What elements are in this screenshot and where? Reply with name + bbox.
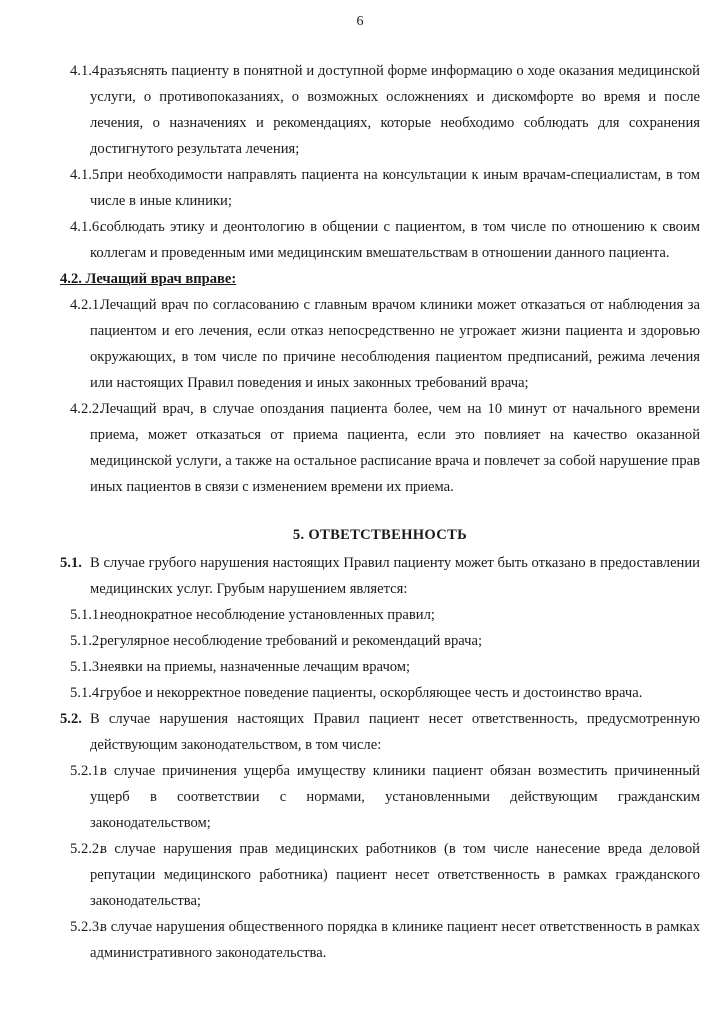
clause-text: в случае причинения ущерба имуществу клиники пациент обязан возместить причиненный ущерб в соответствии с нормами, установленными действующим гражданским законодательством; [90,763,700,831]
clause-5-1-2 [60,628,700,654]
document-body [60,58,700,966]
clause-text: Лечащий врач по согласованию с главным врачом клиники может отказаться от наблюдения за пациентом и его лечения, если отказ непосредственно не угрожает жизни пациента и здоровью окружающих, в том числе по причине несоблюдения пациентом предписаний, режима лечения или настоящих Правил поведения и иных законных требований врача; [90,297,700,391]
clause-text: неявки на приемы, назначенные лечащим врачом; [100,659,411,675]
clause-5-1-3 [60,654,700,680]
clause-number: 5.2.3. [70,919,103,935]
section-title: 5. ОТВЕТСТВЕННОСТЬ [292,527,468,543]
clause-number: 5.1. [60,555,82,571]
clause-number: 4.1.6. [70,219,103,235]
clause-4-2-1 [60,292,700,396]
clause-text: в случае нарушения прав медицинских работников (в том числе нанесение вреда деловой репутации медицинского работника) пациент несет ответственность в рамках гражданского законодательства; [90,841,700,909]
clause-number: 4.2.1. [70,297,103,313]
clause-number: 5.2.1. [70,763,103,779]
clause-number: 5.2. [60,711,82,727]
clause-number: 5.1.4. [70,685,103,701]
clause-text: при необходимости направлять пациента на консультации к иным врачам-специалистам, в том числе в иные клиники; [90,167,700,209]
clause-4-1-4 [60,58,700,162]
clause-text: в случае нарушения общественного порядка в клинике пациент несет ответственность в рамках административного законодательства. [90,919,700,961]
clause-text: соблюдать этику и деонтологию в общении с пациентом, в том числе по отношению к своим коллегам и проведенным ими медицинским вмешательствам в отношении данного пациента. [90,219,700,261]
clause-number: 5.1.3. [70,659,103,675]
clause-text: неоднократное несоблюдение установленных правил; [100,607,435,623]
clause-text: грубое и некорректное поведение пациенты, оскорбляющее честь и достоинство врача. [100,685,643,701]
clause-number: 4.1.5. [70,167,103,183]
clause-text: Лечащий врач, в случае опоздания пациента более, чем на 10 минут от начального времени приема, может отказаться от приема пациента, если это повлияет на качество оказанной медицинской услуги, а также на остальное расписание врача и повлечет за собой нарушение прав иных пациентов в связи с изменением времени их приема. [90,401,700,495]
clause-number: 5.2.2. [70,841,103,857]
subheading-text: 4.2. Лечащий врач вправе: [60,271,237,287]
clause-5-1 [60,550,700,602]
clause-4-2-2 [60,396,700,500]
clause-text: разъяснять пациенту в понятной и доступной форме информацию о ходе оказания медицинской услуги, о противопоказаниях, о возможных осложнениях и дискомфорте во время и после лечения, о назначениях и рекомендациях, которые необходимо соблюдать для сохранения достигнутого результата лечения; [90,63,700,157]
clause-5-2-2 [60,836,700,914]
clause-4-1-6 [60,214,700,266]
clause-5-1-4 [60,680,700,706]
clause-5-2-1 [60,758,700,836]
subheading-4-2 [60,266,700,292]
clause-number: 5.1.1. [70,607,103,623]
clause-text: В случае грубого нарушения настоящих Правил пациенту может быть отказано в предоставлении медицинских услуг. Грубым нарушением является: [90,555,700,597]
clause-text: регулярное несоблюдение требований и рекомендаций врача; [100,633,483,649]
clause-number: 5.1.2. [70,633,103,649]
clause-number: 4.1.4. [70,63,103,79]
clause-number: 4.2.2. [70,401,103,417]
clause-4-1-5 [60,162,700,214]
clause-text: В случае нарушения настоящих Правил пациент несет ответственность, предусмотренную действующим законодательством, в том числе: [90,711,700,753]
clause-5-1-1 [60,602,700,628]
clause-5-2-3 [60,914,700,966]
clause-5-2 [60,706,700,758]
page-number: 6 [356,14,364,29]
